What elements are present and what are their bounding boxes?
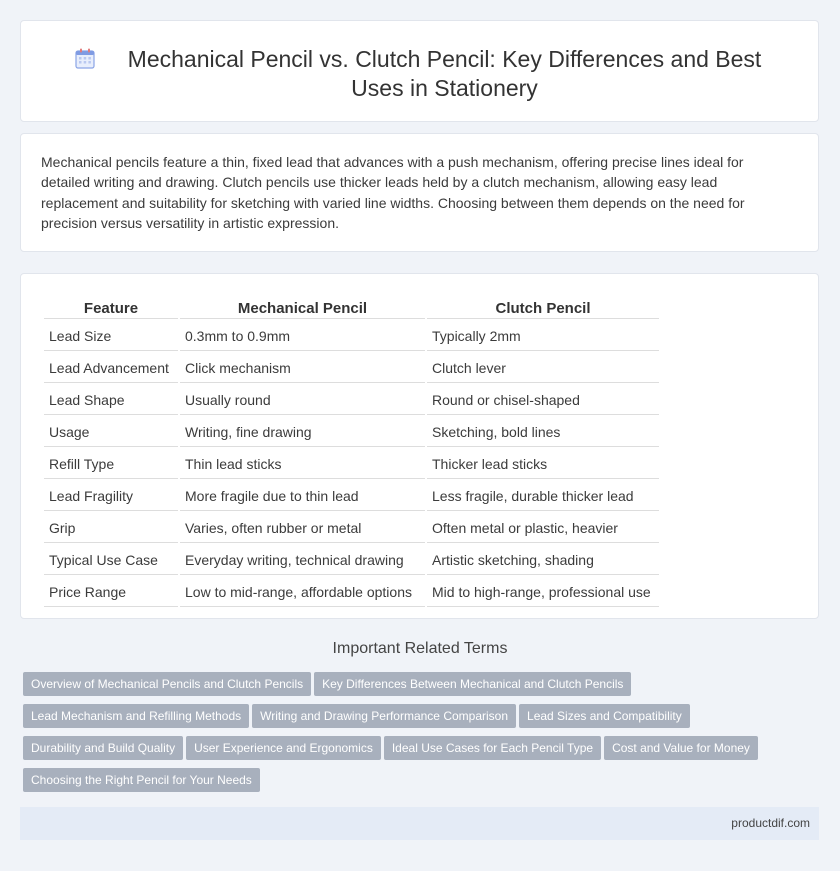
intro-card xyxy=(20,133,819,252)
feature-cell: Typical Use Case xyxy=(44,545,178,575)
clutch-cell: Often metal or plastic, heavier xyxy=(427,513,659,543)
table-row xyxy=(44,545,659,575)
footer xyxy=(20,807,819,840)
table-row xyxy=(44,321,659,351)
clutch-cell: Round or chisel-shaped xyxy=(427,385,659,415)
feature-cell: Lead Shape xyxy=(44,385,178,415)
clutch-cell: Clutch lever xyxy=(427,353,659,383)
footer-site-link[interactable]: productdif.com xyxy=(731,816,810,830)
related-tag[interactable]: Overview of Mechanical Pencils and Clutch Pencils xyxy=(23,672,311,696)
mechanical-cell: Low to mid-range, affordable options xyxy=(180,577,425,607)
title-card xyxy=(20,20,819,122)
feature-cell: Grip xyxy=(44,513,178,543)
mechanical-cell: 0.3mm to 0.9mm xyxy=(180,321,425,351)
mechanical-cell: More fragile due to thin lead xyxy=(180,481,425,511)
table-row xyxy=(44,417,659,447)
mechanical-cell: Click mechanism xyxy=(180,353,425,383)
table-header-row xyxy=(44,298,659,319)
clutch-cell: Sketching, bold lines xyxy=(427,417,659,447)
header-mechanical: Mechanical Pencil xyxy=(180,298,425,319)
related-tag[interactable]: Writing and Drawing Performance Comparison xyxy=(252,704,516,728)
related-tag[interactable]: Lead Sizes and Compatibility xyxy=(519,704,690,728)
table-row xyxy=(44,481,659,511)
intro-paragraph: Mechanical pencils feature a thin, fixed lead that advances with a push mechanism, offering precise lines ideal for detailed writing and drawing. Clutch pencils use thicker leads held by a clutch mechanism, allowing easy lead replacement and suitability for sketching with varied line widths. Choosing between them depends on the need for precision versus versatility in artistic expression. xyxy=(41,154,745,231)
mechanical-cell: Varies, often rubber or metal xyxy=(180,513,425,543)
table-row xyxy=(44,353,659,383)
header-feature: Feature xyxy=(44,298,178,319)
mechanical-cell: Thin lead sticks xyxy=(180,449,425,479)
feature-cell: Lead Fragility xyxy=(44,481,178,511)
table-row xyxy=(44,513,659,543)
table-row xyxy=(44,577,659,607)
clutch-cell: Mid to high-range, professional use xyxy=(427,577,659,607)
clutch-cell: Less fragile, durable thicker lead xyxy=(427,481,659,511)
table-row xyxy=(44,449,659,479)
page-title: Mechanical Pencil vs. Clutch Pencil: Key Differences and Best Uses in Stationery xyxy=(127,46,762,101)
feature-cell: Refill Type xyxy=(44,449,178,479)
clutch-cell: Artistic sketching, shading xyxy=(427,545,659,575)
mechanical-cell: Writing, fine drawing xyxy=(180,417,425,447)
mechanical-cell: Everyday writing, technical drawing xyxy=(180,545,425,575)
comparison-table xyxy=(42,296,661,609)
header-clutch: Clutch Pencil xyxy=(427,298,659,319)
related-tag[interactable]: Key Differences Between Mechanical and Clutch Pencils xyxy=(314,672,631,696)
related-tag[interactable]: Lead Mechanism and Refilling Methods xyxy=(23,704,249,728)
clutch-cell: Thicker lead sticks xyxy=(427,449,659,479)
feature-cell: Lead Advancement xyxy=(44,353,178,383)
feature-cell: Lead Size xyxy=(44,321,178,351)
clutch-cell: Typically 2mm xyxy=(427,321,659,351)
related-terms-title: Important Related Terms xyxy=(332,640,508,657)
mechanical-cell: Usually round xyxy=(180,385,425,415)
related-tag[interactable]: Ideal Use Cases for Each Pencil Type xyxy=(384,736,601,760)
related-tag[interactable]: Cost and Value for Money xyxy=(604,736,758,760)
table-row xyxy=(44,385,659,415)
feature-cell: Usage xyxy=(44,417,178,447)
related-terms-tags xyxy=(23,672,803,800)
related-tag[interactable]: Choosing the Right Pencil for Your Needs xyxy=(23,768,260,792)
comparison-card xyxy=(20,273,819,619)
feature-cell: Price Range xyxy=(44,577,178,607)
related-tag[interactable]: Durability and Build Quality xyxy=(23,736,183,760)
related-tag[interactable]: User Experience and Ergonomics xyxy=(186,736,381,760)
